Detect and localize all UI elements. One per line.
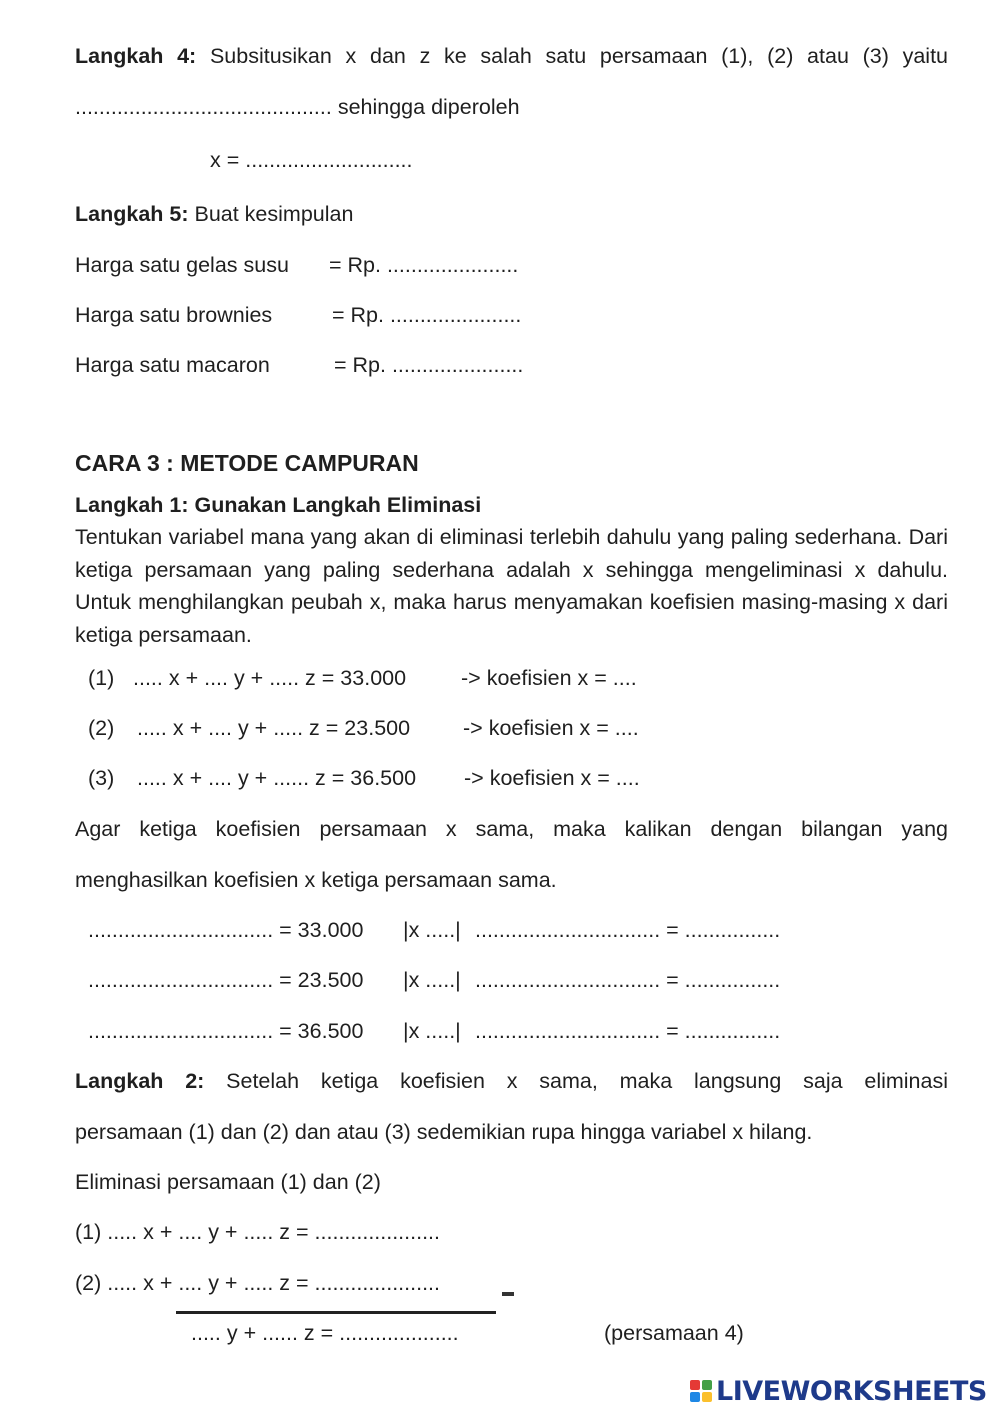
multiply-left: ............................... = 36.500 [88,1019,364,1043]
equation-coefficient: -> koefisien x = .... [461,666,637,690]
conclusion-value: = Rp. ...................... [332,303,522,327]
step5-text: Buat kesimpulan [194,202,354,226]
conclusion-item: Harga satu gelas susu [75,253,289,277]
step4-line [75,42,948,70]
step4-text: Subsitusikan x dan z ke salah satu persamaan (1), (2) atau (3) yaitu [209,44,948,68]
equation-number: (1) [88,666,115,690]
multiply-factor: |x .....| [403,968,461,992]
equation-coefficient: -> koefisien x = .... [463,716,639,740]
multiply-left: ............................... = 23.500 [88,968,364,992]
equation-coefficient: -> koefisien x = .... [464,766,640,790]
step2-text: Setelah ketiga koefisien x sama, maka langsung saja eliminasi [226,1069,948,1093]
step5-label: Langkah 5: [75,202,189,226]
multiply-factor: |x .....| [403,918,461,942]
logo-square-icon [702,1392,712,1402]
multiply-right: ............................... = ................ [475,1019,781,1043]
elimination-result: ..... y + ...... z = .................... [191,1321,459,1345]
liveworksheets-logo-text: LIVEWORKSHEETS [716,1375,987,1407]
conclusion-value: = Rp. ...................... [334,353,524,377]
elimination-result-label: (persamaan 4) [604,1321,744,1345]
equation-number: (3) [88,766,115,790]
logo-square-icon [702,1380,712,1390]
conclusion-value: = Rp. ...................... [329,253,519,277]
elimination-rule [176,1311,496,1314]
step2-line [75,1067,948,1095]
section-title: CARA 3 : METODE CAMPURAN [75,450,419,476]
logo-square-icon [690,1392,700,1402]
section-subtitle: Langkah 1: Gunakan Langkah Eliminasi [75,493,482,517]
step4-result: x = ............................ [210,148,413,172]
section-paragraph: Tentukan variabel mana yang akan di eliminasi terlebih dahulu yang paling sederhana. Dari ketiga persamaan yang paling sederhana adalah x sehingga mengeliminasi x dahulu. Untuk menghilangkan peubah x, maka harus menyamakan koefisien masing-masing x dari ketiga persamaan. [75,525,948,648]
step2-label: Langkah 2: [75,1069,205,1093]
equation-expression: ..... x + .... y + ...... z = 36.500 [137,766,417,790]
multiply-right: ............................... = ................ [475,968,781,992]
minus-sign [502,1292,514,1296]
instruction-line: Agar ketiga koefisien persamaan x sama, maka kalikan dengan bilangan yang [75,817,948,841]
elimination-eq2: (2) ..... x + .... y + ..... z = ..................... [75,1271,440,1295]
multiply-factor: |x .....| [403,1019,461,1043]
equation-number: (2) [88,716,115,740]
multiply-right: ............................... = ................ [475,918,781,942]
equation-expression: ..... x + .... y + ..... z = 23.500 [137,716,411,740]
multiply-left: ............................... = 33.000 [88,918,364,942]
step5-line [75,200,353,228]
instruction-line: menghasilkan koefisien x ketiga persamaan sama. [75,868,557,892]
equation-expression: ..... x + .... y + ..... z = 33.000 [133,666,407,690]
conclusion-item: Harga satu brownies [75,303,273,327]
liveworksheets-logo [690,1374,987,1408]
elimination-title: Eliminasi persamaan (1) dan (2) [75,1170,381,1194]
elimination-eq1: (1) ..... x + .... y + ..... z = ..................... [75,1220,440,1244]
conclusion-item: Harga satu macaron [75,353,270,377]
step4-blank-line: ........................................... sehingga diperoleh [75,95,520,119]
liveworksheets-logo-icon [690,1380,712,1402]
step2-line2: persamaan (1) dan (2) dan atau (3) sedemikian rupa hingga variabel x hilang. [75,1120,813,1144]
logo-square-icon [690,1380,700,1390]
step4-label: Langkah 4: [75,44,197,68]
